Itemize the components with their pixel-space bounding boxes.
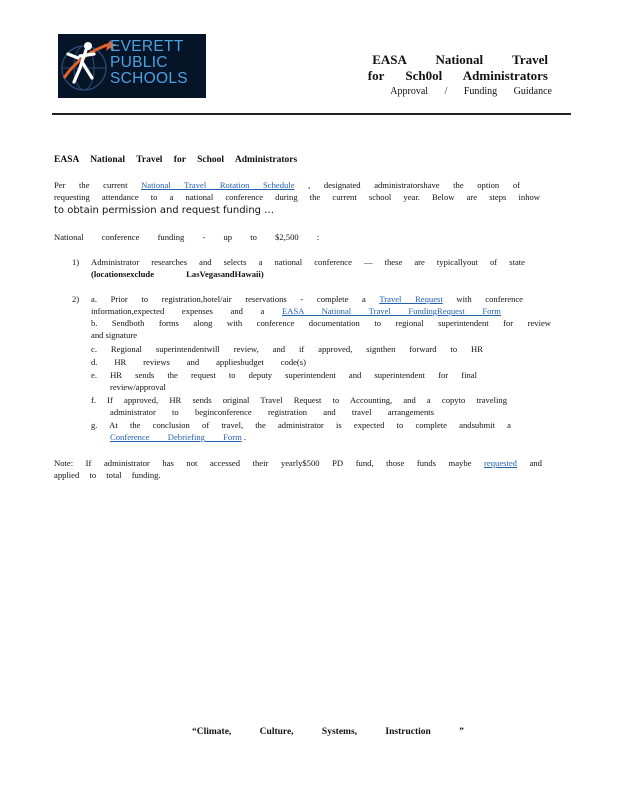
step-2f-line-1: f. If approved, HR sends original Travel Request to Accounting, and a copyto traveling <box>91 395 507 405</box>
step-2b-line-1: b. Sendboth forms along with conference documentation to regional superintendent for review <box>91 318 551 328</box>
step-2e-line-1: e. HR sends the request to deputy superintendent and superintendent for final <box>91 370 477 380</box>
intro-text: Per the current <box>54 180 128 190</box>
step-2b-line-2: and signature <box>91 330 138 340</box>
step-2f-line-2: administrator to beginconference registration and travel arrangements <box>110 407 434 417</box>
funding-request-form-link[interactable]: EASA National Travel FundingRequest Form <box>282 306 501 316</box>
note-text: Note: If administrator has not accessed their yearly$500 PD fund, those funds maybe <box>54 458 472 468</box>
document-title <box>368 52 548 84</box>
title-line-2: for Sch0ol Administrators <box>367 68 548 83</box>
list-number: 1) <box>72 257 80 267</box>
requested-link[interactable]: requested <box>484 458 517 468</box>
step-2d: d. HR reviews and appliesbudget code(s) <box>91 357 306 367</box>
footer-motto: “Climate, Culture, Systems, Instruction ” <box>192 727 464 737</box>
intro-line-1 <box>54 180 520 192</box>
list-number: 2) <box>72 294 80 304</box>
step-text: a. Prior to registration,hotel/air reservations - complete a <box>91 294 366 304</box>
step-2c: c. Regional superintendentwill review, and if approved, signthen forward to HR <box>91 344 483 354</box>
debriefing-form-link[interactable]: Conference Debriefing Form <box>110 432 242 442</box>
step-2g-line-1: g. At the conclusion of travel, the administrator is expected to complete andsubmit a <box>91 420 511 430</box>
section-heading: EASA National Travel for School Administrators <box>54 155 298 165</box>
intro-line-2: requesting attendance to a national conference during the current school year. Below are steps inhow <box>54 192 540 202</box>
travel-request-link[interactable]: Travel Request <box>379 294 443 304</box>
document-subtitle: Approval / Funding Guidance <box>390 86 552 97</box>
funding-summary: National conference funding - up to $2,500 : <box>54 232 320 242</box>
title-line-1: EASA National Travel <box>372 52 548 67</box>
step-text: with conference <box>456 294 523 304</box>
step-1-location-note: (locationsexclude LasVegasandHawaii) <box>91 269 264 279</box>
intro-line-3: to obtain permission and request funding … <box>54 205 275 216</box>
logo-line-1: EVERETT <box>110 38 184 55</box>
step-2a-line-2 <box>91 306 501 317</box>
step-2a-line-1 <box>91 294 523 305</box>
note-line-2: applied to total funding. <box>54 470 161 480</box>
note-text: and <box>529 458 542 468</box>
step-2e-line-2: review/approval <box>110 382 166 392</box>
intro-text: , designated administratorshave the option of <box>308 180 520 190</box>
logo-line-3: SCHOOLS <box>110 70 188 87</box>
everett-public-schools-logo <box>58 34 206 98</box>
step-text: information,expected expenses and a <box>91 306 265 316</box>
logo-wordmark <box>110 39 188 87</box>
logo-line-2: PUBLIC <box>110 54 168 71</box>
note-line-1 <box>54 458 542 470</box>
header-divider <box>52 113 571 115</box>
step-2g-line-2 <box>110 432 246 443</box>
step-text: . <box>243 432 247 442</box>
step-1-text: Administrator researches and selects a national conference — these are typicallyout of state <box>91 257 525 267</box>
rotation-schedule-link[interactable]: National Travel Rotation Schedule <box>141 180 295 190</box>
